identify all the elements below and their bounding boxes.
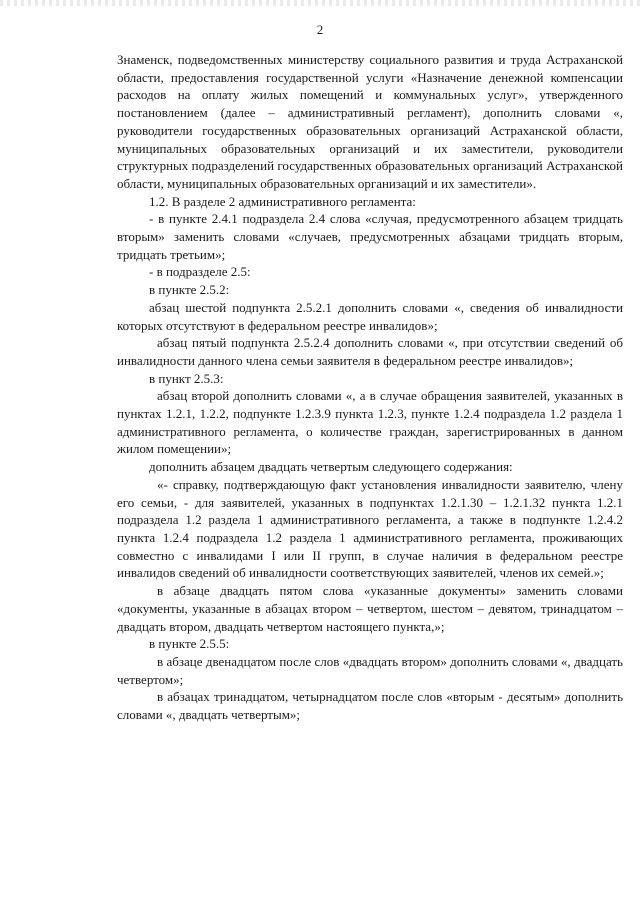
paragraph: в абзацах тринадцатом, четырнадцатом после слов «вторым - десятым» дополнить словами «, двадцать четвертым»; <box>117 689 623 723</box>
paragraph: Знаменск, подведомственных министерству социального развития и труда Астраханской области, предоставления государственной услуги «Назначение денежной компенсации расходов на оплату жилых помещений и коммунальных услуг», утвержденного постановлением (далее – административный регламент), дополнить словами «, руководители государственных образовательных организаций Астраханской области, муниципальных образовательных организаций и их заместители, руководители структурных подразделений государственных образовательных организаций Астраханской области, муниципальных образовательных организаций и их заместители». <box>117 52 623 191</box>
paragraph: абзац шестой подпункта 2.5.2.1 дополнить словами «, сведения об инвалидности которых отсутствуют в федеральном реестре инвалидов»; <box>117 299 623 333</box>
paragraph: абзац пятый подпункта 2.5.2.4 дополнить словами «, при отсутствии сведений об инвалидности данного члена семьи заявителя в федеральном реестре инвалидов»; <box>117 335 623 368</box>
paragraph: абзац второй дополнить словами «, а в случае обращения заявителей, указанных в пунктах 1.2.1, 1.2.2, подпункте 1.2.3.9 пункта 1.2.3, пункте 1.2.4 подраздела 1.2 раздела 1 административного регламента, о количестве граждан, зарегистрированных в данном жилом помещении»; <box>117 388 623 457</box>
paragraph: «- справку, подтверждающую факт установления инвалидности заявителю, члену его семьи, - для заявителей, указанных в подпунктах 1.2.1.30 – 1.2.1.32 пункта 1.2.1 подраздела 1.2 раздела 1 административного регламента, а также в подпункте 1.2.4.2 пункта 1.2.4 подраздела 1.2 раздела 1 административного регламента, проживающих совместно с инвалидами I или II групп, в случае наличия в федеральном реестре инвалидов сведений об инвалидности соответствующих заявителей, членов их семей.»; <box>117 476 623 581</box>
paragraph: в абзаце двадцать пятом слова «указанные документы» заменить словами «документы, указанные в абзацах втором – четвертом, шестом – девятом, тринадцатом – двадцать втором, двадцать четвертом настоящего пункта,»; <box>117 583 623 634</box>
paragraph: в абзаце двенадцатом после слов «двадцать втором» дополнить словами «, двадцать четвертом»; <box>117 653 623 687</box>
paragraph: 1.2. В разделе 2 административного регламента: <box>149 193 416 209</box>
paragraph: - в подразделе 2.5: <box>149 264 251 280</box>
paragraph: в пункте 2.5.5: <box>149 636 230 652</box>
paragraph: в пункт 2.5.3: <box>149 370 224 386</box>
paragraph: в пункте 2.5.2: <box>149 282 230 298</box>
document-body <box>117 51 623 724</box>
scan-edge-artifact <box>0 0 640 6</box>
page-number: 2 <box>316 22 324 37</box>
paragraph: - в пункте 2.4.1 подраздела 2.4 слова «случая, предусмотренного абзацем тридцать вторым» заменить словами «случаев, предусмотренных абзацами тридцать вторым, тридцать третьим»; <box>117 211 623 262</box>
paragraph: дополнить абзацем двадцать четвертым следующего содержания: <box>149 459 513 475</box>
